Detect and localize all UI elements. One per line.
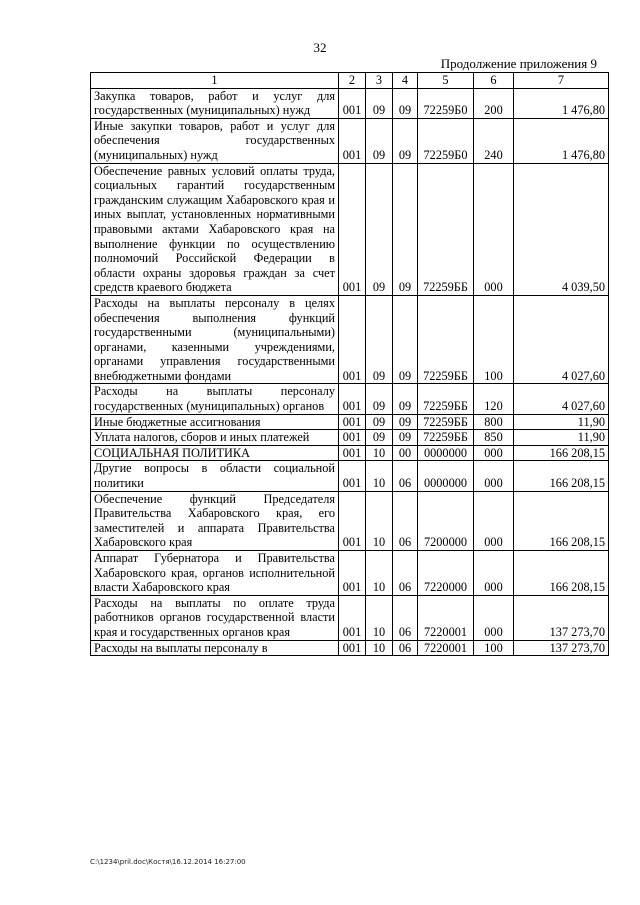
- cell-pr: 06: [393, 595, 418, 640]
- cell-csr: 72259Б0: [418, 118, 474, 163]
- cell-vr: 000: [474, 461, 514, 491]
- cell-pr: 09: [393, 118, 418, 163]
- table-row: [91, 595, 609, 640]
- cell-csr: 7220001: [418, 595, 474, 640]
- cell-amount: 166 208,15: [514, 445, 609, 461]
- cell-rz: 10: [366, 551, 393, 596]
- row-name: Расходы на выплаты персоналу в целях обеспечения выполнения функций государственными (муниципальными) органами, казенными учреждениями, органами управления государственными внебюджетными фондами: [91, 295, 339, 384]
- table-row: [91, 414, 609, 430]
- table-row: [91, 640, 609, 656]
- table-row: [91, 88, 609, 118]
- cell-vr: 240: [474, 118, 514, 163]
- continuation-label: Продолжение приложения 9: [440, 56, 597, 71]
- column-header: 3: [366, 73, 393, 89]
- cell-gr: 001: [339, 445, 366, 461]
- cell-amount: 11,90: [514, 430, 609, 446]
- cell-rz: 09: [366, 118, 393, 163]
- cell-amount: 137 273,70: [514, 595, 609, 640]
- cell-amount: 1 476,80: [514, 88, 609, 118]
- cell-vr: 100: [474, 640, 514, 656]
- cell-rz: 10: [366, 491, 393, 550]
- cell-gr: 001: [339, 640, 366, 656]
- row-name: Расходы на выплаты персоналу государственных (муниципальных) органов: [91, 384, 339, 414]
- header-row: [91, 73, 609, 89]
- cell-amount: 166 208,15: [514, 551, 609, 596]
- row-name: Иные бюджетные ассигнования: [91, 414, 339, 430]
- table-row: [91, 384, 609, 414]
- cell-csr: 0000000: [418, 445, 474, 461]
- cell-csr: 72259ББ: [418, 414, 474, 430]
- cell-amount: 11,90: [514, 414, 609, 430]
- cell-vr: 800: [474, 414, 514, 430]
- cell-rz: 10: [366, 640, 393, 656]
- cell-amount: 1 476,80: [514, 118, 609, 163]
- cell-csr: 72259ББ: [418, 430, 474, 446]
- cell-rz: 09: [366, 88, 393, 118]
- cell-rz: 10: [366, 461, 393, 491]
- cell-csr: 72259ББ: [418, 384, 474, 414]
- table-row: [91, 118, 609, 163]
- cell-csr: 72259ББ: [418, 295, 474, 384]
- file-path-footer: C:\1234\pril.doc\Костя\16.12.2014 16:27:00: [90, 858, 246, 866]
- cell-rz: 09: [366, 414, 393, 430]
- cell-rz: 09: [366, 295, 393, 384]
- cell-vr: 000: [474, 595, 514, 640]
- cell-gr: 001: [339, 384, 366, 414]
- row-name: Иные закупки товаров, работ и услуг для обеспечения государственных (муниципальных) нужд: [91, 118, 339, 163]
- column-header: 1: [91, 73, 339, 89]
- page-number: 32: [313, 40, 327, 55]
- column-header: 6: [474, 73, 514, 89]
- table-row: [91, 491, 609, 550]
- cell-pr: 06: [393, 551, 418, 596]
- table-row: [91, 163, 609, 295]
- cell-pr: 09: [393, 384, 418, 414]
- cell-csr: 72259Б0: [418, 88, 474, 118]
- cell-vr: 000: [474, 445, 514, 461]
- row-name: Расходы на выплаты по оплате труда работников органов государственной власти края и государственных органов края: [91, 595, 339, 640]
- cell-rz: 10: [366, 595, 393, 640]
- cell-pr: 09: [393, 414, 418, 430]
- cell-gr: 001: [339, 414, 366, 430]
- row-name: Закупка товаров, работ и услуг для государственных (муниципальных) нужд: [91, 88, 339, 118]
- cell-csr: 72259ББ: [418, 163, 474, 295]
- cell-gr: 001: [339, 163, 366, 295]
- cell-gr: 001: [339, 551, 366, 596]
- cell-gr: 001: [339, 88, 366, 118]
- cell-csr: 7220000: [418, 551, 474, 596]
- cell-gr: 001: [339, 295, 366, 384]
- column-header: 4: [393, 73, 418, 89]
- cell-amount: 166 208,15: [514, 461, 609, 491]
- cell-amount: 4 039,50: [514, 163, 609, 295]
- cell-vr: 850: [474, 430, 514, 446]
- cell-pr: 06: [393, 640, 418, 656]
- row-name: Уплата налогов, сборов и иных платежей: [91, 430, 339, 446]
- row-name: Расходы на выплаты персоналу в: [91, 640, 339, 656]
- cell-csr: 7200000: [418, 491, 474, 550]
- cell-vr: 000: [474, 491, 514, 550]
- cell-csr: 7220001: [418, 640, 474, 656]
- cell-pr: 09: [393, 88, 418, 118]
- row-name: Аппарат Губернатора и Правительства Хабаровского края, органов исполнительной власти Хабаровского края: [91, 551, 339, 596]
- table-row: [91, 295, 609, 384]
- table-row: [91, 445, 609, 461]
- cell-gr: 001: [339, 491, 366, 550]
- cell-gr: 001: [339, 118, 366, 163]
- cell-vr: 000: [474, 163, 514, 295]
- column-header: 2: [339, 73, 366, 89]
- cell-pr: 09: [393, 430, 418, 446]
- cell-amount: 137 273,70: [514, 640, 609, 656]
- cell-gr: 001: [339, 595, 366, 640]
- cell-rz: 10: [366, 445, 393, 461]
- table-row: [91, 430, 609, 446]
- cell-amount: 4 027,60: [514, 295, 609, 384]
- cell-gr: 001: [339, 461, 366, 491]
- cell-pr: 00: [393, 445, 418, 461]
- table-row: [91, 461, 609, 491]
- cell-pr: 09: [393, 295, 418, 384]
- row-name: СОЦИАЛЬНАЯ ПОЛИТИКА: [91, 445, 339, 461]
- cell-amount: 166 208,15: [514, 491, 609, 550]
- cell-rz: 09: [366, 163, 393, 295]
- cell-rz: 09: [366, 430, 393, 446]
- row-name: Обеспечение равных условий оплаты труда, социальных гарантий государственным гражданским служащим Хабаровского края и иных выплат, установленных нормативными правовыми актами Хабаровского края на выполнение функции по осуществлению полномочий Российской Федерации в области охраны здоровья граждан за счет средств краевого бюджета: [91, 163, 339, 295]
- column-header: 7: [514, 73, 609, 89]
- cell-gr: 001: [339, 430, 366, 446]
- cell-amount: 4 027,60: [514, 384, 609, 414]
- cell-vr: 120: [474, 384, 514, 414]
- cell-vr: 100: [474, 295, 514, 384]
- cell-pr: 09: [393, 163, 418, 295]
- row-name: Другие вопросы в области социальной политики: [91, 461, 339, 491]
- table-row: [91, 551, 609, 596]
- column-header: 5: [418, 73, 474, 89]
- cell-vr: 000: [474, 551, 514, 596]
- cell-csr: 0000000: [418, 461, 474, 491]
- cell-vr: 200: [474, 88, 514, 118]
- cell-rz: 09: [366, 384, 393, 414]
- cell-pr: 06: [393, 461, 418, 491]
- budget-table: [90, 72, 609, 656]
- cell-pr: 06: [393, 491, 418, 550]
- row-name: Обеспечение функций Председателя Правительства Хабаровского края, его заместителей и аппарата Правительства Хабаровского края: [91, 491, 339, 550]
